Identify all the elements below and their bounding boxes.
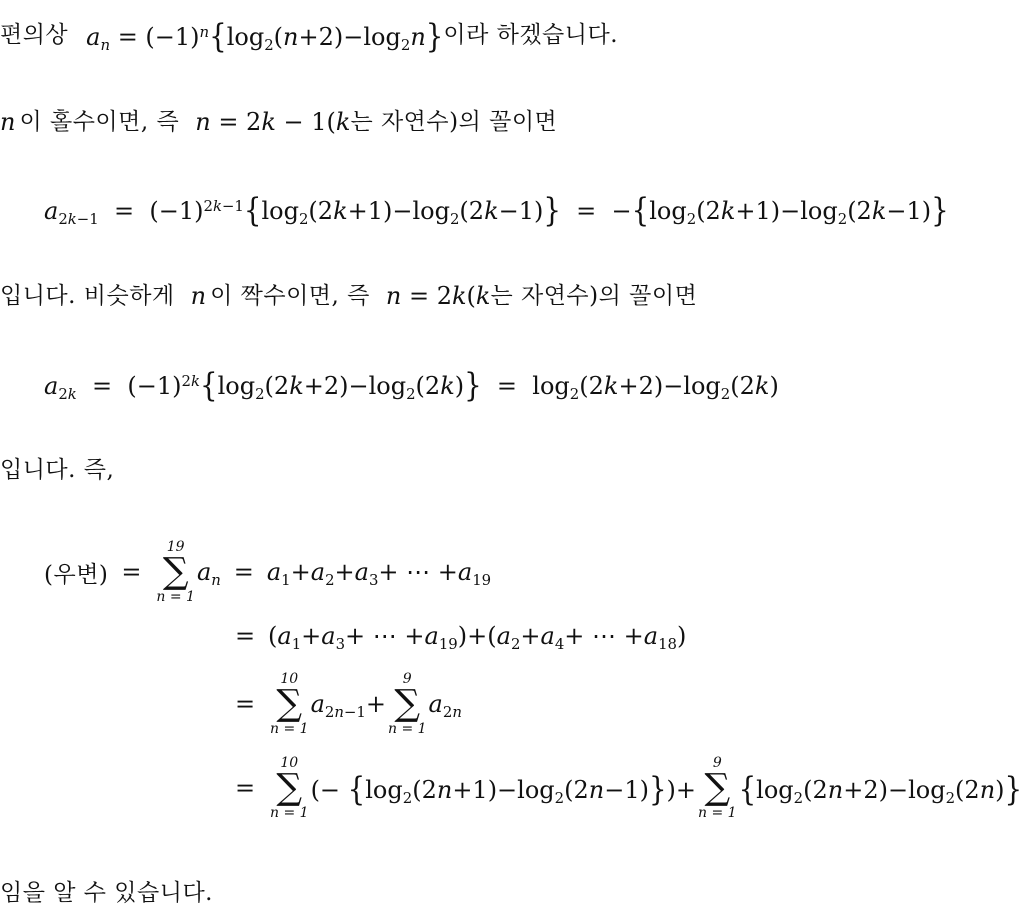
text-even-pre: 입니다. 비슷하게: [0, 282, 175, 309]
line-definition: [0, 15, 619, 56]
line-conclusion: 임을 알 수 있습니다.: [0, 880, 213, 906]
sum-10-log: 10 ∑ n = 1: [270, 755, 309, 821]
eq-odd-term: $a_{2k-1} = (-1)^{2k-1}\{\log_2(2k+1)-\log_2(2k-1)\} = -\{\log_2(2k+1)-\log_2(2k-1)\}$: [44, 189, 949, 230]
math-n: n: [0, 108, 16, 136]
line-odd-case: [0, 110, 557, 134]
sum-9-even: 9 ∑ n = 1: [387, 671, 427, 737]
text-odd: 이 홀수이면, 즉: [19, 108, 180, 135]
rhs-label: (우변): [44, 561, 109, 588]
text-suffix: 이라 하겠습니다.: [443, 22, 619, 49]
sum-9-log: 9 ∑ n = 1: [698, 755, 737, 821]
line-even-case: [0, 284, 697, 308]
line-therefore: 입니다. 즉,: [0, 457, 115, 483]
math-n2: n: [190, 282, 207, 310]
text-odd-paren: 는 자연수)의 꼴이면: [350, 108, 558, 135]
rhs-row-4: = 10 ∑ n = 1 (− $\{\log_2(2n+1)-\log_2(2n-1)\})+$ 9 ∑ n = 1 $\{\log_2(2n+2)-\log_2(2n)\}$: [234, 755, 1022, 821]
text-even-mid: 이 짝수이면, 즉: [210, 282, 370, 309]
math-odd-form: n = 2k − 1: [195, 108, 327, 136]
eq-even-term: $a_{2k} = (-1)^{2k}\{\log_2(2k+2)-\log_2(2k)\} = \log_2(2k+2)-\log_2(2k)$: [44, 364, 779, 405]
rhs-row-3: = 10 ∑ n = 1 $a_{2n-1}+$ 9 ∑ n = 1 $a_{2n}$: [234, 671, 462, 737]
math-even-form: n = 2k(k: [385, 282, 491, 310]
rhs-row-1: (우변) = 19 ∑ n = 1 $a_n$ = $a_1+a_2+a_3+$ ⋯ $+a_{19}$: [44, 539, 492, 605]
sum-19: 19 ∑ n = 1: [156, 539, 195, 605]
math-k: (k: [326, 108, 351, 136]
math-definition: $a_n = (-1)^n\{\log_2(n+2)-\log_2n\}$: [86, 15, 444, 56]
text-prefix: 편의상: [0, 22, 69, 49]
rhs-row-2: = ($a_1+a_3+$ ⋯ $+a_{19})+(a_2+a_4+$ ⋯ $+a_{18}$): [234, 622, 687, 654]
sum-10-odd: 10 ∑ n = 1: [270, 671, 309, 737]
text-even-paren: 는 자연수)의 꼴이면: [490, 282, 698, 309]
